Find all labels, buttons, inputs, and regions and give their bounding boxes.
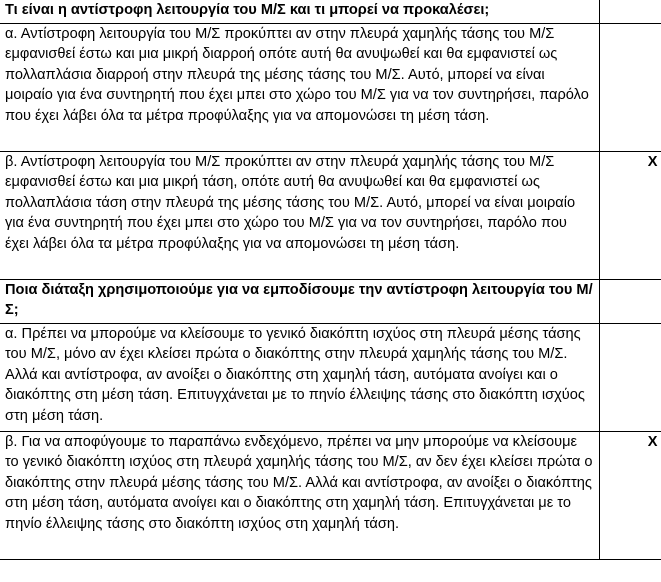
question-mark-cell xyxy=(599,0,661,23)
answer-text: β. Αντίστροφη λειτουργία του Μ/Σ προκύπτει αν στην πλευρά χαμηλής τάσης του Μ/Σ εμφανισθεί έστω και μια μικρή τάση, οπότε αυτή θα ανυψωθεί και θα εμφανιστεί ως πολλαπλάσια τάση στην πλευρά της μέσης τάσης του Μ/Σ. Αυτό, μπορεί να είναι μοιραίο για ένα συντηρητή που έχει μπει στο χώρο του Μ/Σ για να τον συντηρήσει, παρόλο που έχει λάβει όλα τα μέτρα προφύλαξης για να απομονώσει τη μέση τάση. xyxy=(0,151,599,279)
question-title: Ποια διάταξη χρησιμοποιούμε για να εμποδίσουμε την αντίστροφη λειτουργία του Μ/Σ; xyxy=(0,279,599,323)
answer-row xyxy=(0,23,661,151)
answer-row xyxy=(0,323,661,431)
question-row xyxy=(0,279,661,323)
answer-mark[interactable]: X xyxy=(599,431,661,559)
answer-row xyxy=(0,431,661,559)
question-row xyxy=(0,0,661,23)
answer-text: α. Αντίστροφη λειτουργία του Μ/Σ προκύπτει αν στην πλευρά χαμηλής τάσης του Μ/Σ εμφανισθεί έστω και μια μικρή διαρροή οπότε αυτή θα ανυψωθεί και θα εμφανιστεί ως πολλαπλάσια διαρροή στην πλευρά της μέσης τάσης του Μ/Σ. Αυτό, μπορεί να είναι μοιραίο για ένα συντηρητή που έχει μπει στο χώρο του Μ/Σ για να τον συντηρήσει, παρόλο που έχει λάβει όλα τα μέτρα προφύλαξης για να απομονώσει τη μέση τάση. xyxy=(0,23,599,151)
answer-row xyxy=(0,151,661,279)
question-title: Τι είναι η αντίστροφη λειτουργία του Μ/Σ και τι μπορεί να προκαλέσει; xyxy=(0,0,599,23)
answer-mark[interactable] xyxy=(599,323,661,431)
answer-text: α. Πρέπει να μπορούμε να κλείσουμε το γενικό διακόπτη ισχύος στη πλευρά μέσης τάσης του Μ/Σ, μόνο αν έχει κλείσει πρώτα ο διακόπτης στην πλευρά χαμηλής τάσης του Μ/Σ. Αλλά και αντίστροφα, αν ανοίξει ο διακόπτης στη χαμηλή τάση, αυτόματα ανοίγει και ο διακόπτης στη μέση τάση. Επιτυγχάνεται με το πηνίο έλλειψης τάσης στο διακόπτη ισχύος στη μέση τάση. xyxy=(0,323,599,431)
question-mark-cell xyxy=(599,279,661,323)
answer-text: β. Για να αποφύγουμε το παραπάνω ενδεχόμενο, πρέπει να μην μπορούμε να κλείσουμε το γενικό διακόπτη ισχύος στη πλευρά χαμηλής τάσης του Μ/Σ, αν δεν έχει κλείσει πρώτα ο διακόπτης στην πλευρά μέσης τάσης του Μ/Σ. Αλλά και αντίστροφα, αν ανοίξει ο διακόπτης στη μέση τάση, αυτόματα ανοίγει και ο διακόπτης στη χαμηλή τάση. Επιτυγχάνεται με το πηνίο έλλειψης τάσης στο διακόπτη ισχύος στη χαμηλή τάση. xyxy=(0,431,599,559)
answer-mark[interactable] xyxy=(599,23,661,151)
answer-mark[interactable]: X xyxy=(599,151,661,279)
